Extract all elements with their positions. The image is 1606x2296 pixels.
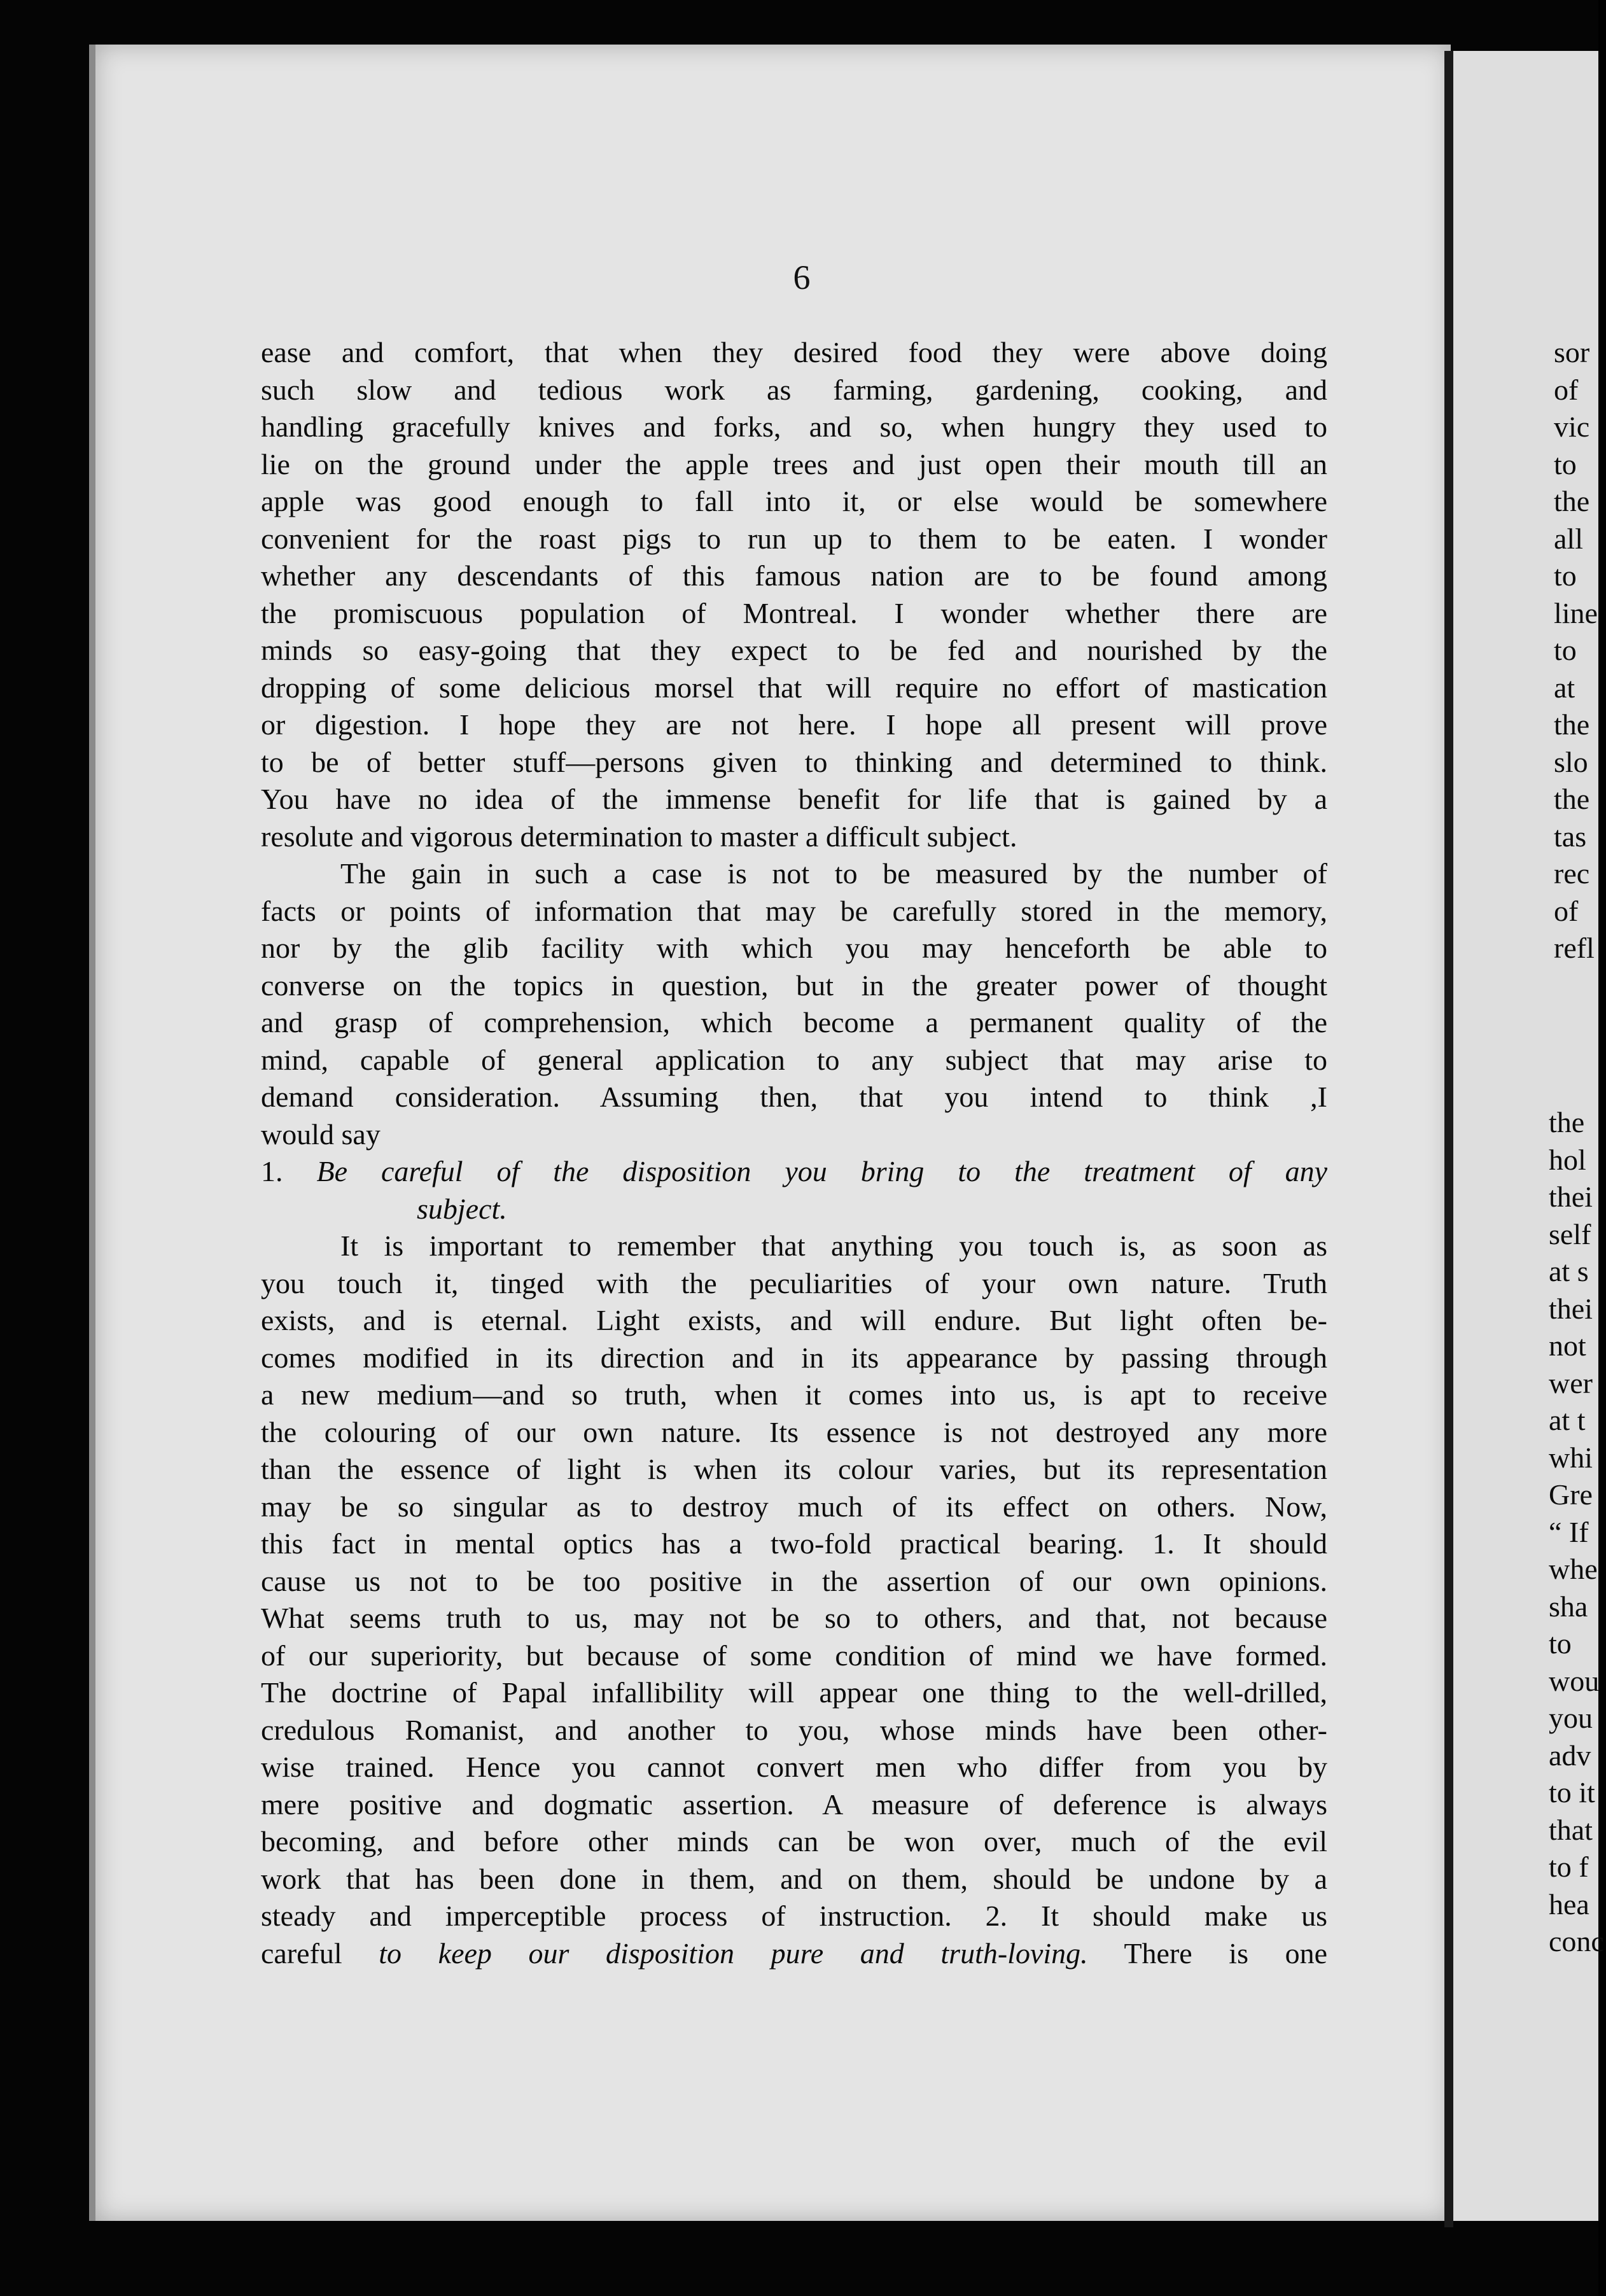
text-line: becoming, and before other minds can be won over, much of the evil <box>261 1825 1327 1858</box>
fragment: the <box>1554 708 1590 741</box>
text-line: this fact in mental optics has a two-fold practical bearing. 1. It should <box>261 1527 1327 1560</box>
text-line: whether any descendants of this famous nation are to be found among <box>261 559 1327 592</box>
text-line: steady and imperceptible process of instruction. 2. It should make us <box>261 1900 1327 1932</box>
fragment: wer <box>1549 1366 1593 1399</box>
fragment: at t <box>1549 1404 1586 1436</box>
page-number: 6 <box>793 258 811 297</box>
text-line: convenient for the roast pigs to run up to them to be eaten. I wonder <box>261 522 1327 555</box>
fragment: at s <box>1549 1255 1589 1287</box>
fragment: hea <box>1549 1887 1589 1921</box>
text-line: mere positive and dogmatic assertion. A measure of deference is always <box>261 1788 1327 1821</box>
right-page-fragments-top <box>1554 334 1605 967</box>
fragment: that <box>1549 1813 1593 1846</box>
text-line: You have no idea of the immense benefit for life that is gained by a <box>261 783 1327 815</box>
fragment: line <box>1554 596 1598 629</box>
text-line: converse on the topics in question, but in the greater power of thought <box>261 969 1327 1002</box>
text-line: exists, and is eternal. Light exists, and will endure. But light often be- <box>261 1304 1327 1336</box>
fragment: wou <box>1549 1664 1600 1697</box>
page-body-text <box>261 334 1327 1972</box>
fragment: tas <box>1554 820 1587 853</box>
fragment: all <box>1554 522 1583 555</box>
text-line: comes modified in its direction and in its appearance by passing through <box>261 1341 1327 1374</box>
right-page-fragments-bottom <box>1549 1104 1606 1961</box>
text-line: than the essence of light is when its colour varies, but its representation <box>261 1453 1327 1485</box>
text-line: handling gracefully knives and forks, and so, when hungry they used to <box>261 410 1327 443</box>
fragment: the <box>1554 485 1590 517</box>
text-line: dropping of some delicious morsel that will require no effort of mastication <box>261 671 1327 704</box>
fragment: self <box>1549 1217 1591 1250</box>
final-line-end: There is one <box>1124 1936 1327 1970</box>
fragment: to <box>1554 634 1577 666</box>
fragment: to <box>1554 559 1577 592</box>
fragment: to <box>1554 447 1577 480</box>
text-line: such slow and tedious work as farming, gardening, cooking, and <box>261 373 1327 406</box>
text-line: It is important to remember that anything you touch is, as soon as <box>340 1229 1327 1262</box>
fragment: to it <box>1549 1776 1595 1809</box>
text-line: you touch it, tinged with the peculiarities of your own nature. Truth <box>261 1266 1327 1299</box>
text-line: to be of better stuff—persons given to thinking and determined to think. <box>261 745 1327 778</box>
text-line: nor by the glib facility with which you may henceforth be able to <box>261 932 1327 964</box>
fragment: conc <box>1549 1925 1604 1957</box>
book-gutter <box>1444 51 1453 2227</box>
fragment: thei <box>1549 1180 1593 1213</box>
text-line: would say <box>261 1117 381 1151</box>
fragment: whi <box>1549 1441 1593 1474</box>
text-line: mind, capable of general application to any subject that may arise to <box>261 1043 1327 1076</box>
text-line: apple was good enough to fall into it, or else would be somewhere <box>261 485 1327 517</box>
text-line: may be so singular as to destroy much of its effect on others. Now, <box>261 1490 1327 1523</box>
fragment: to f <box>1549 1851 1589 1883</box>
text-line: cause us not to be too positive in the assertion of our own opinions. <box>261 1564 1327 1597</box>
section-heading <box>261 1153 1327 1191</box>
fragment: whe <box>1549 1553 1598 1585</box>
section-number: 1. <box>261 1155 317 1187</box>
fragment: at <box>1554 671 1575 704</box>
text-line: credulous Romanist, and another to you, whose minds have been other- <box>261 1713 1327 1746</box>
fragment: not <box>1549 1329 1586 1362</box>
fragment: of <box>1554 894 1579 927</box>
text-line: a new medium—and so truth, when it comes into us, is apt to receive <box>261 1378 1327 1411</box>
text-line: and grasp of comprehension, which become a permanent quality of the <box>261 1006 1327 1039</box>
text-line: ease and comfort, that when they desired food they were above doing <box>261 336 1327 368</box>
final-line-start: careful <box>261 1936 379 1970</box>
final-line-italic: to keep our disposition pure and truth-loving. <box>379 1936 1088 1970</box>
fragment: sha <box>1549 1590 1588 1623</box>
fragment: refl <box>1554 932 1595 964</box>
fragment: Gre <box>1549 1478 1593 1511</box>
text-line: facts or points of information that may be carefully stored in the memory, <box>261 894 1327 927</box>
fragment: thei <box>1549 1292 1593 1325</box>
text-line: minds so easy-going that they expect to be fed and nourished by the <box>261 634 1327 666</box>
text-line: the promiscuous population of Montreal. I wonder whether there are <box>261 596 1327 629</box>
fragment: sor <box>1554 336 1590 368</box>
text-line: of our superiority, but because of some condition of mind we have formed. <box>261 1639 1327 1672</box>
fragment: slo <box>1554 745 1588 778</box>
text-line: work that has been done in them, and on them, should be undone by a <box>261 1862 1327 1895</box>
text-line: wise trained. Hence you cannot convert men who differ from you by <box>261 1751 1327 1783</box>
text-line: The doctrine of Papal infallibility will appear one thing to the well-drilled, <box>261 1676 1327 1709</box>
text-line: lie on the ground under the apple trees and just open their mouth till an <box>261 447 1327 480</box>
text-line-final <box>261 1935 1327 1973</box>
text-line: resolute and vigorous determination to master a difficult subject. <box>261 820 1017 853</box>
fragment: of <box>1554 373 1579 406</box>
text-line: demand consideration. Assuming then, that you intend to think ,I <box>261 1081 1327 1113</box>
fragment: rec <box>1554 857 1590 890</box>
fragment: vic <box>1554 410 1590 443</box>
fragment: to <box>1549 1627 1572 1660</box>
fragment: adv <box>1549 1739 1591 1772</box>
fragment: the <box>1554 783 1590 815</box>
section-heading-text: Be careful of the disposition you bring to the treatment of any <box>316 1155 1327 1187</box>
text-line: What seems truth to us, may not be so to others, and that, not because <box>261 1602 1327 1634</box>
section-heading-continued: subject. <box>417 1192 507 1225</box>
fragment: “ If <box>1549 1515 1589 1548</box>
text-line: the colouring of our own nature. Its essence is not destroyed any more <box>261 1415 1327 1448</box>
text-line: The gain in such a case is not to be measured by the number of <box>340 857 1327 890</box>
fragment: hol <box>1549 1143 1586 1176</box>
fragment: the <box>1549 1106 1585 1138</box>
text-line: or digestion. I hope they are not here. I hope all present will prove <box>261 708 1327 741</box>
fragment: you <box>1549 1702 1593 1734</box>
